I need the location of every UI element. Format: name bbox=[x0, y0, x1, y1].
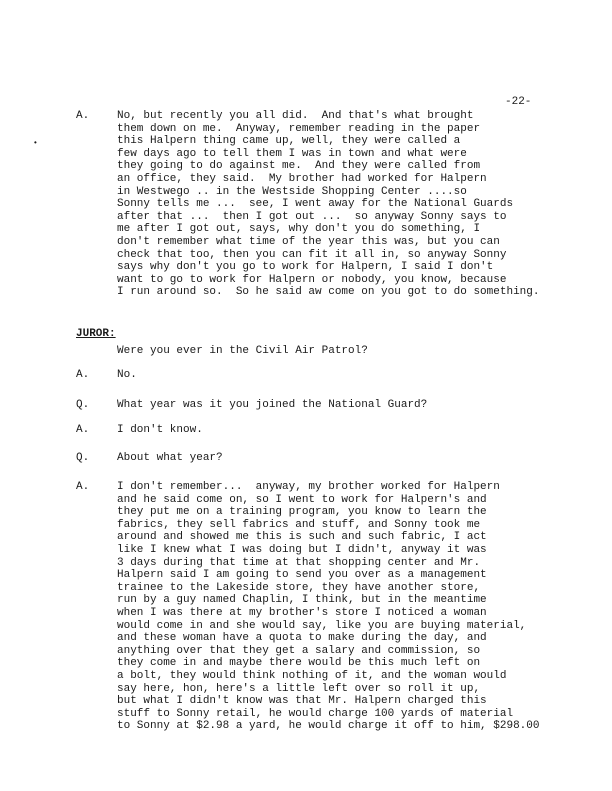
text-line: Sonny tells me ... see, I went away for the National Guards bbox=[117, 198, 514, 211]
testimony-text bbox=[117, 399, 427, 412]
text-line: when I was there at my brother's store I noticed a woman bbox=[117, 606, 487, 619]
text-line: run by a guy named Chaplin, I think, but in the meantime bbox=[117, 594, 487, 607]
text-line: like I knew what I was doing but I didn't, anyway it was bbox=[117, 543, 487, 556]
text-line: to Sonny at $2.98 a yard, he would charge it off to him, $298.00 bbox=[117, 720, 540, 733]
text-line: around and showed me this is such and such fabric, I act bbox=[117, 531, 487, 544]
testimony-text bbox=[117, 110, 539, 299]
testimony-text bbox=[117, 481, 539, 733]
text-line: I run around so. So he said aw come on you got to do something. bbox=[117, 286, 540, 299]
text-line: anything over that they get a salary and commission, so bbox=[117, 644, 481, 657]
text-line: this Halpern thing came up, well, they were called a bbox=[117, 135, 461, 148]
speaker-label: A. bbox=[76, 369, 90, 381]
text-line: in Westwego .. in the Westside Shopping Center ....so bbox=[117, 185, 467, 198]
text-line: check that too, then you can fit it all in, so anyway Sonny bbox=[117, 248, 507, 261]
text-line: Halpern said I am going to send you over as a management bbox=[117, 569, 487, 582]
text-line: they come in and maybe there would be this much left on bbox=[117, 657, 481, 670]
speaker-label: Q. bbox=[76, 452, 90, 464]
text-line: and these woman have a quota to make during the day, and bbox=[117, 632, 487, 645]
text-line: few days ago to tell them I was in town and what were bbox=[117, 147, 467, 160]
text-line: says why don't you go to work for Halpern, I said I don't bbox=[117, 261, 494, 274]
text-line: fabrics, they sell fabrics and stuff, and Sonny took me bbox=[117, 518, 481, 531]
testimony-text bbox=[117, 424, 203, 437]
speaker-label: A. bbox=[76, 424, 90, 436]
text-line: would come in and she would say, like you are buying material, bbox=[117, 619, 527, 632]
speaker-label: A. bbox=[76, 110, 90, 122]
text-line: say here, hon, here's a little left over so roll it up, bbox=[117, 682, 481, 695]
text-line: don't remember what time of the year this was, but you can bbox=[117, 235, 500, 248]
text-line: trainee to the Lakeside store, they have another store, bbox=[117, 581, 481, 594]
text-line: No, but recently you all did. And that's what brought bbox=[117, 110, 474, 122]
text-line: I don't know. bbox=[117, 424, 203, 436]
margin-mark: • bbox=[33, 139, 38, 148]
text-line: 3 days during that time at that shopping center and Mr. bbox=[117, 556, 481, 569]
text-line: and he said come on, so I went to work for Halpern's and bbox=[117, 493, 487, 506]
text-line: after that ... then I got out ... so anyway Sonny says to bbox=[117, 210, 507, 223]
text-line: but what I didn't know was that Mr. Halpern charged this bbox=[117, 695, 487, 708]
text-line: Were you ever in the Civil Air Patrol? bbox=[117, 345, 368, 357]
text-line: No. bbox=[117, 369, 137, 381]
testimony-text bbox=[117, 369, 137, 382]
testimony-text bbox=[117, 345, 368, 358]
text-line: a bolt, they would think nothing of it, and the woman would bbox=[117, 669, 507, 682]
text-line: want to go to work for Halpern or nobody, you know, because bbox=[117, 273, 507, 286]
text-line: I don't remember... anyway, my brother worked for Halpern bbox=[117, 481, 500, 493]
juror-label: JUROR: bbox=[76, 328, 116, 340]
text-line: they going to do against me. And they were called from bbox=[117, 160, 481, 173]
speaker-label: A. bbox=[76, 481, 90, 493]
text-line: About what year? bbox=[117, 452, 223, 464]
testimony-text bbox=[117, 452, 223, 465]
text-line: an office, they said. My brother had worked for Halpern bbox=[117, 172, 487, 185]
text-line: them down on me. Anyway, remember reading in the paper bbox=[117, 122, 481, 135]
text-line: me after I got out, says, why don't you do something, I bbox=[117, 223, 481, 236]
text-line: What year was it you joined the National Guard? bbox=[117, 399, 428, 411]
page-number: -22- bbox=[505, 96, 532, 108]
text-line: they put me on a training program, you know to learn the bbox=[117, 506, 487, 519]
text-line: stuff to Sonny retail, he would charge 100 yards of material bbox=[117, 707, 514, 720]
speaker-label: Q. bbox=[76, 399, 90, 411]
